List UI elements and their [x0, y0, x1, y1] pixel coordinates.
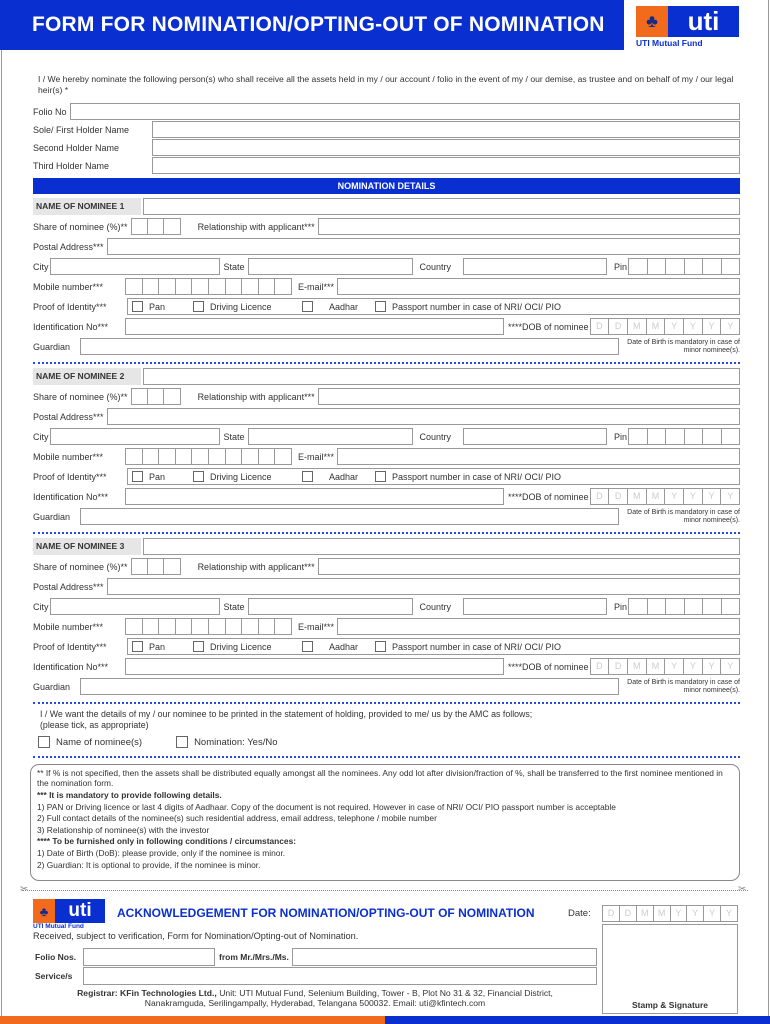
- passport-label: Passport number in case of NRI/ OCI/ PIO: [392, 301, 562, 312]
- dob-cell: M: [647, 659, 666, 674]
- pin-cell: [722, 259, 740, 274]
- third-holder-input[interactable]: [152, 157, 740, 174]
- proof-of-identity-label: Proof of Identity***: [33, 301, 107, 312]
- aadhar-label: Aadhar: [329, 301, 359, 312]
- date-cell: Y: [704, 906, 721, 921]
- pan-checkbox[interactable]: [132, 301, 143, 312]
- pin-cell: [648, 599, 667, 614]
- city-input[interactable]: [50, 598, 220, 615]
- relationship-input[interactable]: [318, 558, 740, 575]
- dob-cell: M: [647, 489, 666, 504]
- third-holder-label: Third Holder Name: [33, 160, 110, 171]
- mobile-input[interactable]: [125, 278, 292, 295]
- city-label: City: [33, 261, 49, 272]
- nomination-yes-no-checkbox[interactable]: [176, 736, 188, 748]
- mobile-cell: [126, 449, 143, 464]
- pin-input[interactable]: [628, 258, 740, 275]
- date-cell: M: [637, 906, 654, 921]
- uti-logo: [33, 899, 108, 931]
- ack-folio-input[interactable]: [83, 948, 215, 966]
- note-heading: **** To be furnished only in following conditions / circumstances:: [37, 836, 297, 847]
- divider: [33, 532, 740, 534]
- stamp-signature-box: [602, 924, 738, 1014]
- mobile-cell: [259, 449, 276, 464]
- kalpavriksha-icon: ♣: [33, 899, 55, 923]
- nomination-yes-no-label: Nomination: Yes/No: [194, 736, 278, 748]
- dob-cell: Y: [727, 321, 734, 331]
- ack-date-label: Date:: [568, 908, 591, 919]
- dob-cell: D: [609, 319, 628, 334]
- nominee-name-label: NAME OF NOMINEE 1: [33, 198, 141, 215]
- dob-cell: Y: [665, 489, 684, 504]
- share-input[interactable]: [131, 218, 181, 235]
- pin-cell: [703, 259, 722, 274]
- mobile-cell: [176, 619, 193, 634]
- driving-licence-checkbox[interactable]: [193, 301, 204, 312]
- postal-address-label: Postal Address***: [33, 241, 104, 252]
- mobile-cell: [242, 619, 259, 634]
- date-cell: Y: [726, 908, 733, 918]
- first-holder-label: Sole/ First Holder Name: [33, 124, 130, 135]
- dob-cell: Y: [703, 659, 722, 674]
- dob-cell: D: [591, 659, 610, 674]
- share-label: Share of nominee (%)**: [33, 221, 128, 232]
- dob-cell: M: [647, 319, 666, 334]
- relationship-label: Relationship with applicant***: [197, 221, 315, 232]
- postal-address-label: Postal Address***: [33, 581, 104, 592]
- dob-cell: Y: [665, 319, 684, 334]
- mobile-cell: [192, 279, 209, 294]
- second-holder-label: Second Holder Name: [33, 142, 120, 153]
- mobile-cell: [226, 449, 243, 464]
- scissors-icon: ✂: [20, 884, 29, 895]
- ack-service-label: Service/s: [35, 971, 73, 981]
- ack-date-input[interactable]: [602, 905, 738, 922]
- email-label: E-mail***: [298, 621, 335, 632]
- footer-bar-orange: [0, 1016, 385, 1024]
- share-cell: [164, 389, 179, 404]
- dob-label: ****DOB of nominee: [508, 491, 589, 502]
- passport-label: Passport number in case of NRI/ OCI/ PIO: [392, 471, 562, 482]
- city-input[interactable]: [50, 428, 220, 445]
- city-input[interactable]: [50, 258, 220, 275]
- pin-label: Pin: [614, 601, 628, 612]
- identification-no-label: Identification No***: [33, 661, 109, 672]
- cut-line: [22, 890, 748, 891]
- country-input[interactable]: [463, 428, 607, 445]
- postal-address-input[interactable]: [107, 408, 740, 425]
- pan-label: Pan: [149, 301, 166, 312]
- state-input[interactable]: [248, 428, 413, 445]
- logo-text: uti: [55, 899, 105, 923]
- proof-of-identity-options: [127, 468, 740, 485]
- dob-cell: Y: [684, 659, 703, 674]
- mobile-cell: [209, 279, 226, 294]
- notes-box: [30, 764, 740, 881]
- nominee-name-input[interactable]: [143, 368, 740, 385]
- stamp-signature-label: Stamp & Signature: [631, 1000, 709, 1010]
- share-cell: [164, 219, 179, 234]
- aadhar-label: Aadhar: [329, 641, 359, 652]
- date-cell: Y: [687, 906, 704, 921]
- mobile-cell: [143, 619, 160, 634]
- folio-label: Folio No: [33, 106, 67, 117]
- guardian-input[interactable]: [80, 508, 619, 525]
- ack-service-input[interactable]: [83, 967, 597, 985]
- mobile-cell: [143, 279, 160, 294]
- mobile-cell: [159, 449, 176, 464]
- ack-from-input[interactable]: [292, 948, 597, 966]
- email-label: E-mail***: [298, 451, 335, 462]
- dob-label: ****DOB of nominee: [508, 321, 589, 332]
- email-label: E-mail***: [298, 281, 335, 292]
- kalpavriksha-icon: ♣: [636, 6, 668, 37]
- share-cell: [148, 559, 164, 574]
- mobile-cell: [275, 449, 291, 464]
- ack-from-label: from Mr./Mrs./Ms.: [219, 952, 289, 962]
- share-label: Share of nominee (%)**: [33, 391, 128, 402]
- note-text: 3) Relationship of nominee(s) with the investor: [37, 824, 210, 835]
- share-cell: [148, 389, 164, 404]
- registrar-address: [33, 988, 597, 1008]
- dob-cell: Y: [703, 319, 722, 334]
- note-text: 2) Full contact details of the nominee(s) such residential address, email address, telephone / mobile number: [37, 813, 437, 824]
- dob-cell: Y: [727, 491, 734, 501]
- driving-licence-checkbox[interactable]: [193, 641, 204, 652]
- guardian-label: Guardian: [33, 511, 71, 522]
- pin-label: Pin: [614, 431, 628, 442]
- pin-cell: [703, 429, 722, 444]
- postal-address-input[interactable]: [107, 578, 740, 595]
- driving-licence-checkbox[interactable]: [193, 471, 204, 482]
- date-cell: D: [620, 906, 637, 921]
- email-input[interactable]: [337, 278, 740, 295]
- country-label: Country: [419, 601, 452, 612]
- pin-cell: [666, 259, 685, 274]
- passport-label: Passport number in case of NRI/ OCI/ PIO: [392, 641, 562, 652]
- pin-cell: [648, 429, 667, 444]
- ack-received-text: Received, subject to verification, Form for Nomination/Opting-out of Nomination.: [33, 931, 359, 941]
- aadhar-checkbox[interactable]: [302, 301, 313, 312]
- logo-text: uti: [668, 6, 739, 37]
- email-input[interactable]: [337, 618, 740, 635]
- logo-caption: UTI Mutual Fund: [33, 923, 84, 930]
- relationship-label: Relationship with applicant***: [197, 561, 315, 572]
- state-label: State: [223, 601, 245, 612]
- dob-cell: Y: [684, 319, 703, 334]
- guardian-input[interactable]: [80, 338, 619, 355]
- mobile-cell: [242, 449, 259, 464]
- mobile-cell: [159, 619, 176, 634]
- registrar-line: Unit: UTI Mutual Fund, Selenium Building, Tower - B, Plot No 31 & 32, Financial District,: [216, 988, 553, 998]
- share-cell: [132, 389, 148, 404]
- note-text: ** If % is not specified, then the assets shall be distributed equally amongst all the nominees. Any odd lot after division/fraction of %, shall be transferred to the first nominee mentioned in the nomination form.: [37, 768, 723, 788]
- date-cell: D: [603, 906, 620, 921]
- acknowledgement-title: ACKNOWLEDGEMENT FOR NOMINATION/OPTING-OUT OF NOMINATION: [117, 906, 535, 920]
- pan-label: Pan: [149, 471, 166, 482]
- name-of-nominee-label: Name of nominee(s): [56, 736, 143, 748]
- state-label: State: [223, 261, 245, 272]
- country-label: Country: [419, 431, 452, 442]
- dob-cell: Y: [727, 661, 734, 671]
- date-cell: M: [654, 906, 671, 921]
- dob-note: Date of Birth is mandatory in case of minor nominee(s).: [627, 339, 740, 354]
- pin-cell: [666, 599, 685, 614]
- aadhar-checkbox[interactable]: [302, 471, 313, 482]
- mobile-cell: [126, 279, 143, 294]
- dob-cell: D: [609, 659, 628, 674]
- mobile-label: Mobile number***: [33, 451, 104, 462]
- pin-cell: [629, 259, 648, 274]
- note-text: 1) Date of Birth (DoB): please provide, only if the nominee is minor.: [37, 847, 286, 858]
- driving-licence-label: Driving Licence: [210, 301, 272, 312]
- pin-input[interactable]: [628, 428, 740, 445]
- country-label: Country: [419, 261, 452, 272]
- mobile-cell: [176, 449, 193, 464]
- pin-cell: [629, 599, 648, 614]
- mobile-cell: [226, 279, 243, 294]
- mobile-input[interactable]: [125, 618, 292, 635]
- dob-cell: Y: [684, 489, 703, 504]
- relationship-label: Relationship with applicant***: [197, 391, 315, 402]
- postal-address-label: Postal Address***: [33, 411, 104, 422]
- country-input[interactable]: [463, 598, 607, 615]
- pin-cell: [722, 429, 740, 444]
- share-cell: [132, 219, 148, 234]
- share-cell: [132, 559, 148, 574]
- scissors-icon: ✂: [738, 884, 747, 895]
- mobile-cell: [126, 619, 143, 634]
- nominee-name-label: NAME OF NOMINEE 3: [33, 538, 141, 555]
- divider: [33, 756, 740, 758]
- mobile-cell: [159, 279, 176, 294]
- dob-cell: Y: [703, 489, 722, 504]
- passport-checkbox[interactable]: [375, 471, 386, 482]
- pin-cell: [685, 599, 704, 614]
- guardian-label: Guardian: [33, 681, 71, 692]
- footer-bar-blue: [385, 1016, 770, 1024]
- mobile-input[interactable]: [125, 448, 292, 465]
- note-text: 1) PAN or Driving licence or last 4 digits of Aadhaar. Copy of the document is not required. However in case of NRI/ OCI/ PIO passport number is acceptable: [37, 801, 616, 812]
- nominee-name-input[interactable]: [143, 198, 740, 215]
- dob-cell: D: [591, 319, 610, 334]
- mobile-cell: [209, 449, 226, 464]
- relationship-input[interactable]: [318, 218, 740, 235]
- mobile-cell: [259, 619, 276, 634]
- nominee-name-label: NAME OF NOMINEE 2: [33, 368, 141, 385]
- nomination-details-header: NOMINATION DETAILS: [33, 178, 740, 194]
- proof-of-identity-options: [127, 638, 740, 655]
- registrar-name: Registrar: KFin Technologies Ltd.,: [77, 988, 217, 998]
- divider: [33, 362, 740, 364]
- dob-label: ****DOB of nominee: [508, 661, 589, 672]
- dob-note: Date of Birth is mandatory in case of minor nominee(s).: [627, 679, 740, 694]
- pin-cell: [722, 599, 740, 614]
- date-cell: Y: [671, 906, 688, 921]
- city-label: City: [33, 601, 49, 612]
- dob-input[interactable]: [590, 318, 740, 335]
- state-label: State: [223, 431, 245, 442]
- mobile-cell: [192, 449, 209, 464]
- state-input[interactable]: [248, 258, 413, 275]
- state-input[interactable]: [248, 598, 413, 615]
- mobile-cell: [176, 279, 193, 294]
- mobile-cell: [143, 449, 160, 464]
- mobile-cell: [259, 279, 276, 294]
- ack-folio-label: Folio Nos.: [35, 952, 77, 962]
- pan-checkbox[interactable]: [132, 471, 143, 482]
- nomination-declaration: I / We hereby nominate the following person(s) who shall receive all the assets held in my / our account / folio in the event of my / our demise, as trustee and on behalf of my / our legal heir(s) *: [38, 74, 734, 95]
- pin-cell: [648, 259, 667, 274]
- pin-label: Pin: [614, 261, 628, 272]
- dob-input[interactable]: [590, 488, 740, 505]
- uti-logo: [636, 6, 742, 48]
- pan-label: Pan: [149, 641, 166, 652]
- mobile-cell: [275, 619, 291, 634]
- mobile-cell: [275, 279, 291, 294]
- identification-no-label: Identification No***: [33, 491, 109, 502]
- second-holder-input[interactable]: [152, 139, 740, 156]
- proof-of-identity-label: Proof of Identity***: [33, 641, 107, 652]
- name-of-nominee-checkbox[interactable]: [38, 736, 50, 748]
- mobile-cell: [242, 279, 259, 294]
- pan-checkbox[interactable]: [132, 641, 143, 652]
- share-cell: [148, 219, 164, 234]
- pin-cell: [629, 429, 648, 444]
- dob-cell: D: [591, 489, 610, 504]
- dob-cell: M: [628, 319, 647, 334]
- identification-no-input[interactable]: [125, 658, 504, 675]
- identification-no-input[interactable]: [125, 318, 504, 335]
- share-input[interactable]: [131, 558, 181, 575]
- dob-note: Date of Birth is mandatory in case of minor nominee(s).: [627, 509, 740, 524]
- pin-cell: [703, 599, 722, 614]
- dob-cell: M: [628, 659, 647, 674]
- mobile-cell: [209, 619, 226, 634]
- guardian-input[interactable]: [80, 678, 619, 695]
- proof-of-identity-options: [127, 298, 740, 315]
- mobile-label: Mobile number***: [33, 621, 104, 632]
- dob-cell: Y: [665, 659, 684, 674]
- pin-cell: [685, 259, 704, 274]
- mobile-cell: [192, 619, 209, 634]
- pin-cell: [685, 429, 704, 444]
- dob-cell: D: [609, 489, 628, 504]
- identification-no-label: Identification No***: [33, 321, 109, 332]
- relationship-input[interactable]: [318, 388, 740, 405]
- print-preference-text: I / We want the details of my / our nominee to be printed in the statement of holding, provided to me/ us by the AMC as follows;: [40, 709, 533, 719]
- email-input[interactable]: [337, 448, 740, 465]
- divider: [33, 702, 740, 704]
- dob-cell: M: [628, 489, 647, 504]
- form-title: FORM FOR NOMINATION/OPTING-OUT OF NOMINATION: [0, 0, 624, 50]
- registrar-line: Nanakramguda, Serilingampally, Hyderabad, Telangana 500032. Email: uti@kfintech.com: [144, 998, 486, 1008]
- share-label: Share of nominee (%)**: [33, 561, 128, 572]
- logo-caption: UTI Mutual Fund: [636, 38, 703, 48]
- pin-input[interactable]: [628, 598, 740, 615]
- dob-input[interactable]: [590, 658, 740, 675]
- city-label: City: [33, 431, 49, 442]
- identification-no-input[interactable]: [125, 488, 504, 505]
- pin-cell: [666, 429, 685, 444]
- nominee-name-input[interactable]: [143, 538, 740, 555]
- folio-input[interactable]: [70, 103, 740, 120]
- postal-address-input[interactable]: [107, 238, 740, 255]
- passport-checkbox[interactable]: [375, 641, 386, 652]
- share-input[interactable]: [131, 388, 181, 405]
- guardian-label: Guardian: [33, 341, 71, 352]
- note-text: 2) Guardian: It is optional to provide, if the nominee is minor.: [37, 859, 261, 870]
- mobile-label: Mobile number***: [33, 281, 104, 292]
- first-holder-input[interactable]: [152, 121, 740, 138]
- driving-licence-label: Driving Licence: [210, 641, 272, 652]
- note-heading: *** It is mandatory to provide following details.: [37, 790, 222, 800]
- passport-checkbox[interactable]: [375, 301, 386, 312]
- share-cell: [164, 559, 179, 574]
- driving-licence-label: Driving Licence: [210, 471, 272, 482]
- mobile-cell: [226, 619, 243, 634]
- country-input[interactable]: [463, 258, 607, 275]
- proof-of-identity-label: Proof of Identity***: [33, 471, 107, 482]
- aadhar-label: Aadhar: [329, 471, 359, 482]
- print-preference-hint: (please tick, as appropriate): [40, 720, 149, 730]
- aadhar-checkbox[interactable]: [302, 641, 313, 652]
